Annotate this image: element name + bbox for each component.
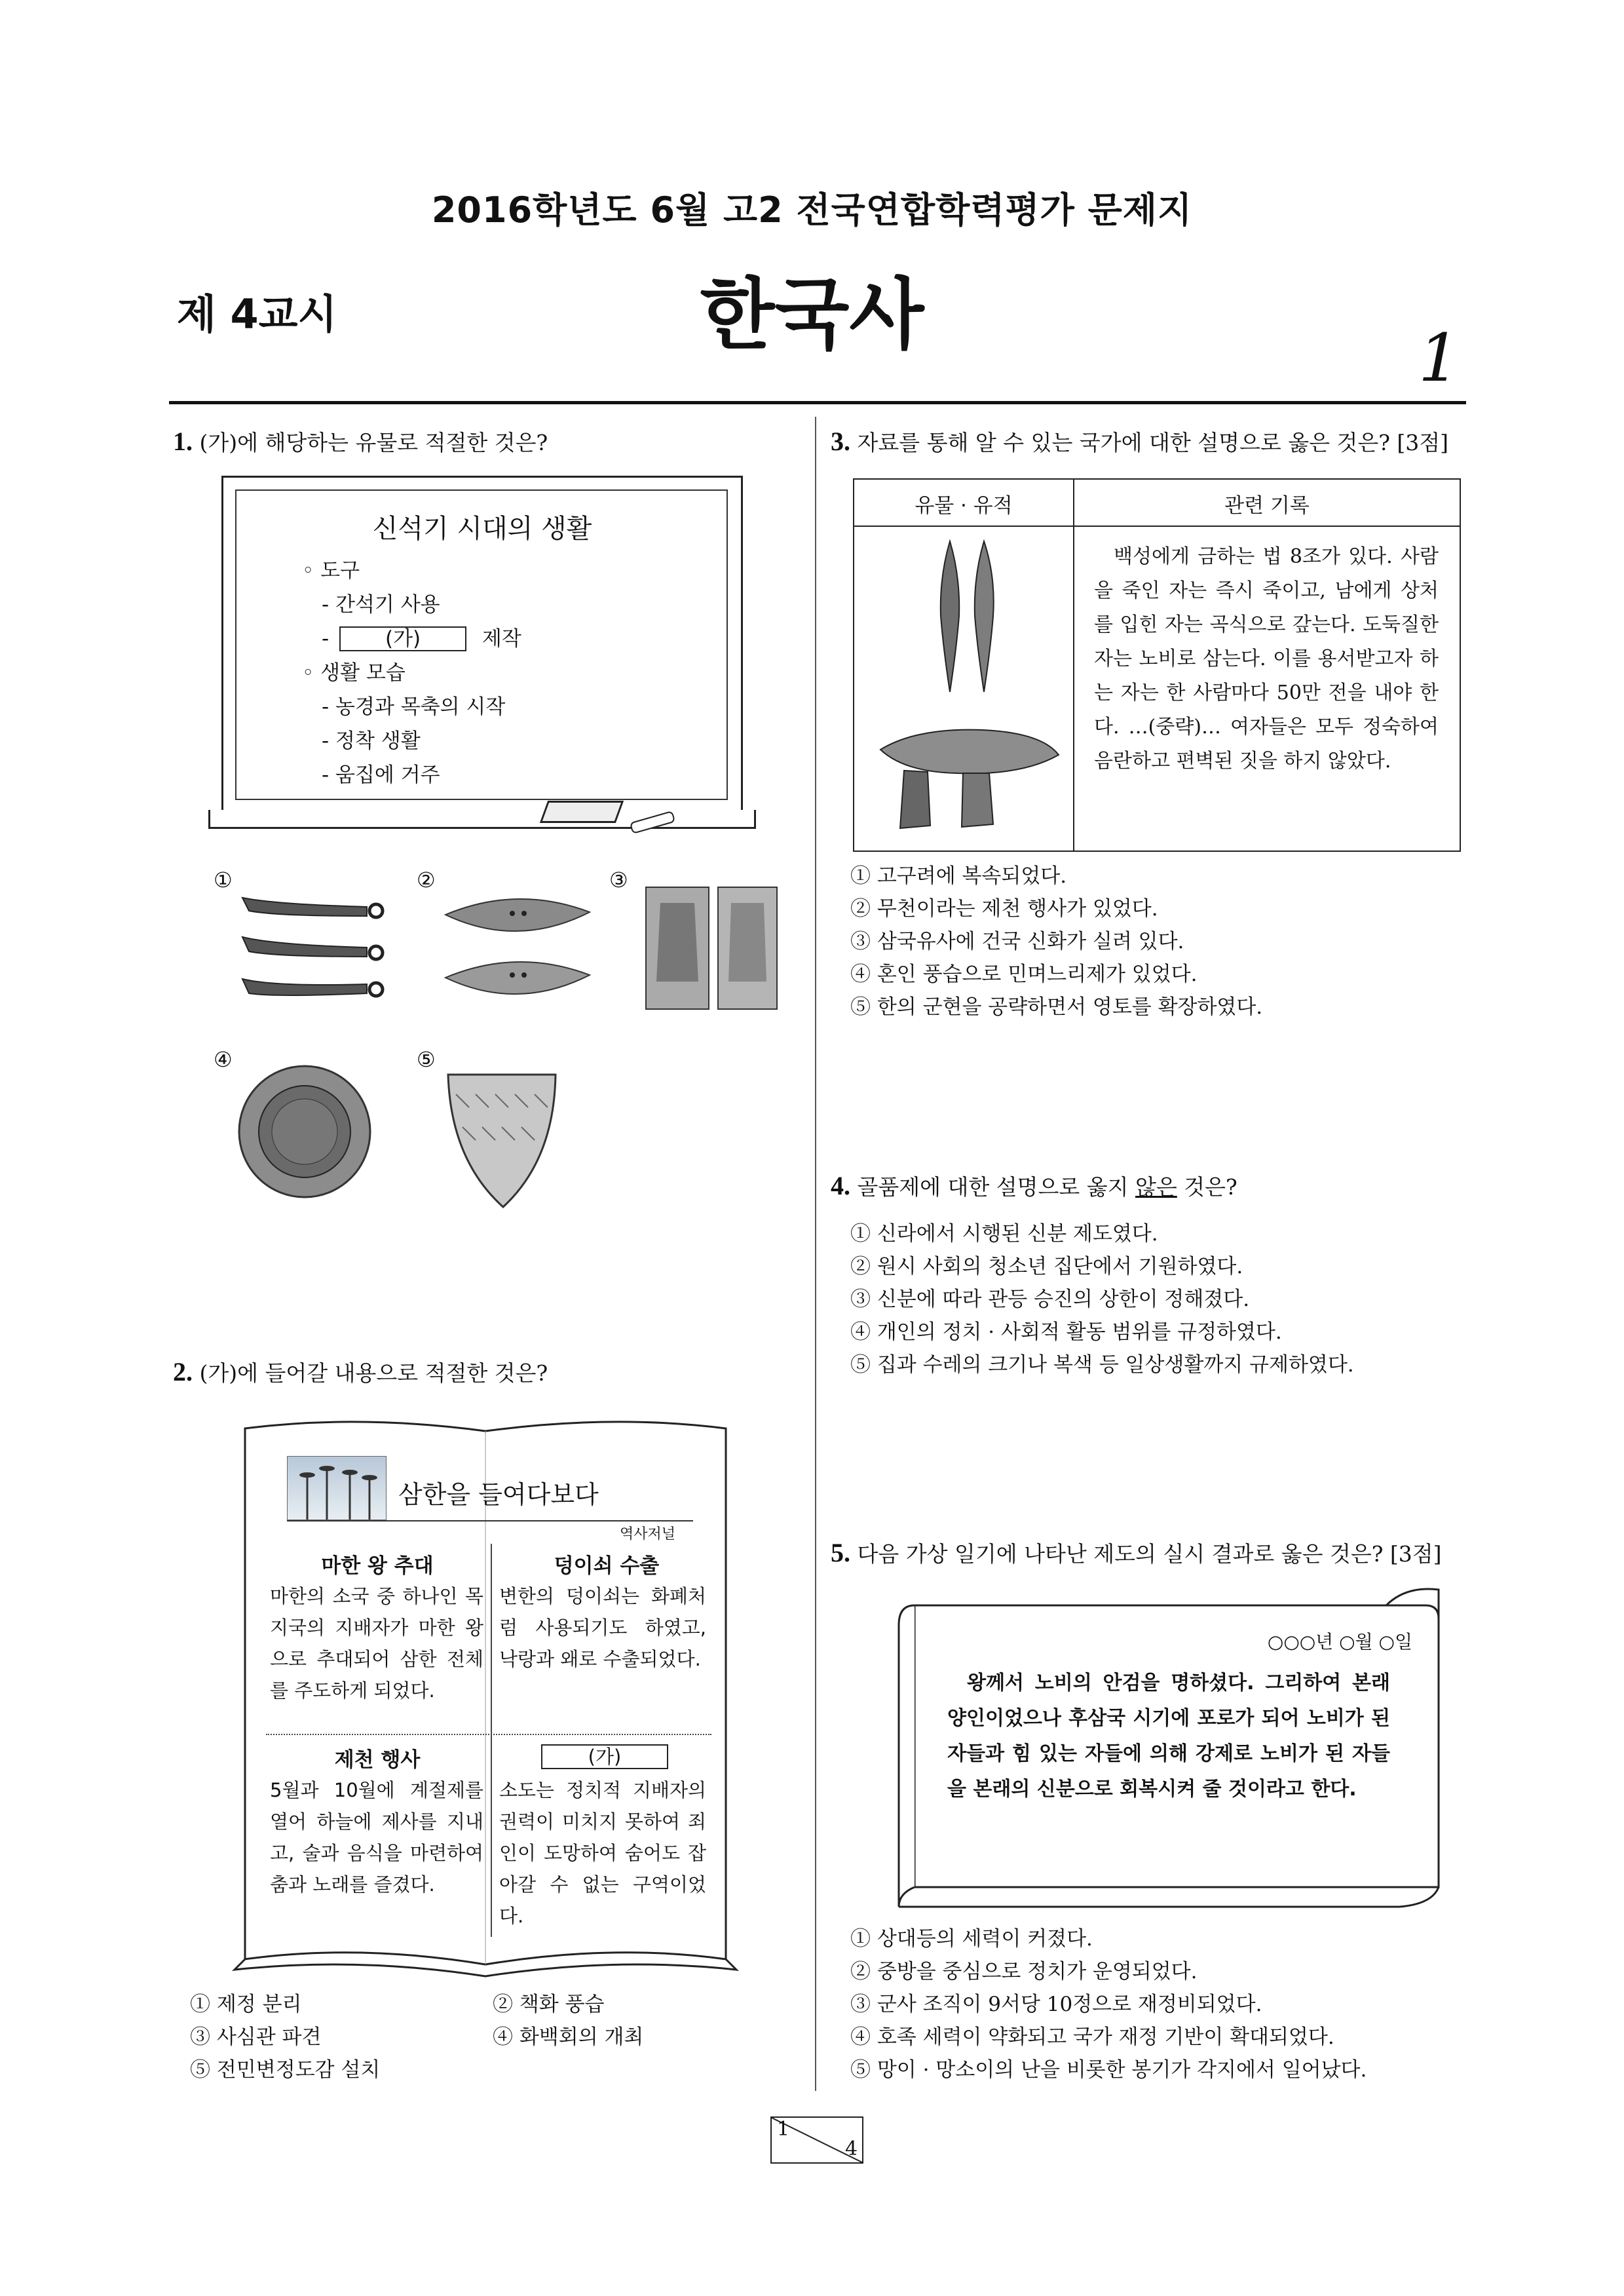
- q1-board-title: 신석기 시대의 생활: [372, 514, 592, 544]
- q5-stem: [831, 1539, 1442, 1569]
- q1-stem: [173, 427, 548, 457]
- eraser-icon: [540, 801, 624, 823]
- period-label: 제 4교시: [177, 290, 337, 338]
- q3-table-col1-header: 유물 · 유적: [915, 494, 1013, 518]
- q2-book-source: 역사저널: [620, 1526, 676, 1542]
- q1-option-5-label[interactable]: ⑤: [417, 1047, 436, 1072]
- q3-table: [853, 478, 1461, 852]
- q1-option-4-label[interactable]: ④: [214, 1047, 233, 1072]
- q1-option-3-label[interactable]: ③: [609, 868, 628, 892]
- q2-cell-c-title: 제천 행사: [334, 1748, 421, 1772]
- q4-number: 4.: [831, 1171, 850, 1200]
- q3-table-record: 백성에게 금하는 법 8조가 있다. 사람을 죽인 자는 즉시 죽이고, 남에게 상처를 입힌 자는 곡식으로 갚는다. 도둑질한 자는 노비로 삼는다. 이를 용서받고자 하는 자는 한 사람마다 50만 전을 내야 한다. …(중략)… 여자들은 모두 정숙하여 음란하고 편벽된 짓을 하지 않았다.: [1094, 545, 1439, 773]
- exam-title: 2016학년도 6월 고2 전국연합학력평가 문제지: [431, 189, 1193, 231]
- q5-option-5[interactable]: ⑤ 망이 · 망소이의 난을 비롯한 봉기가 각지에서 일어났다.: [850, 2058, 1367, 2082]
- q2-cell-d-text: 소도는 정치적 지배자의 권력이 미치지 못하여 죄인이 도망하여 숨어도 잡아갈 수 없는 구역이었다.: [499, 1779, 706, 1927]
- page-indicator-current: 1: [777, 2118, 790, 2141]
- subject-title: 한국사: [700, 269, 924, 360]
- q1-board-line3-suffix: 제작: [482, 627, 521, 651]
- q3-option-3[interactable]: ③ 삼국유사에 건국 신화가 실려 있다.: [850, 930, 1184, 953]
- q3-option-1[interactable]: ① 고구려에 복속되었다.: [850, 864, 1067, 888]
- bronze-dagger-icon: [924, 537, 1009, 695]
- q5-number: 5.: [831, 1538, 850, 1567]
- q4-option-3[interactable]: ③ 신분에 따라 관등 승진의 상한이 정해졌다.: [850, 1288, 1250, 1311]
- q3-number: 3.: [831, 427, 850, 456]
- q2-cell-a-text: 마한의 소국 중 하나인 목지국의 지배자가 마한 왕으로 추대되어 삼한 전체를 주도하게 되었다.: [270, 1585, 483, 1702]
- knife-money-icon[interactable]: [236, 885, 393, 1016]
- page-number: 1: [1418, 320, 1460, 396]
- q3-table-header-rule: [854, 526, 1460, 527]
- q2-option-1[interactable]: ① 제정 분리: [190, 1993, 302, 2016]
- q1-board-line6: - 정착 생활: [322, 729, 421, 753]
- page-indicator: [770, 2116, 863, 2164]
- q3-stem: [831, 427, 1448, 457]
- q1-board-line1: ◦ 도구: [302, 559, 360, 583]
- q1-board-line4: ◦ 생활 모습: [302, 661, 406, 685]
- bronze-mold-icon[interactable]: [641, 883, 785, 1014]
- q1-board-line2: - 간석기 사용: [322, 593, 440, 617]
- q1-board-line3: [322, 622, 521, 651]
- q5-option-4[interactable]: ④ 호족 세력이 약화되고 국가 재정 기반이 확대되었다.: [850, 2025, 1334, 2049]
- q1-board-line3-prefix: -: [322, 627, 330, 651]
- q4-option-5[interactable]: ⑤ 집과 수레의 크기나 복색 등 일상생활까지 규제하였다.: [850, 1353, 1354, 1377]
- bronze-mirror-icon[interactable]: [236, 1063, 373, 1200]
- q2-title-rule: [287, 1520, 693, 1521]
- q2-option-4[interactable]: ④ 화백회의 개최: [493, 2025, 644, 2049]
- q2-option-2[interactable]: ② 책화 풍습: [493, 1993, 605, 2016]
- q4-option-4[interactable]: ④ 개인의 정치 · 사회적 활동 범위를 규정하였다.: [850, 1320, 1282, 1344]
- q3-option-4[interactable]: ④ 혼인 풍습으로 민며느리제가 있었다.: [850, 963, 1198, 986]
- q2-cell-b-title: 덩이쇠 수출: [554, 1554, 660, 1578]
- q2-option-5[interactable]: ⑤ 전민변정도감 설치: [190, 2058, 381, 2082]
- q5-option-1[interactable]: ① 상대등의 세력이 커졌다.: [850, 1927, 1093, 1951]
- q1-board-line7: - 움집에 거주: [322, 763, 440, 787]
- q3-stem-text: 자료를 통해 알 수 있는 국가에 대한 설명으로 옳은 것은? [3점]: [857, 430, 1449, 455]
- q1-blackboard: [221, 476, 743, 814]
- q2-option-3[interactable]: ③ 사심관 파견: [190, 2025, 322, 2049]
- q4-option-1[interactable]: ① 신라에서 시행된 신분 제도였다.: [850, 1222, 1158, 1246]
- page-indicator-total: 4: [845, 2137, 858, 2160]
- dolmen-icon: [878, 721, 1061, 832]
- q1-board-blank-box: (가): [339, 626, 466, 651]
- q2-horizontal-divider: [266, 1734, 711, 1735]
- q4-stem-post: 것은?: [1177, 1174, 1237, 1200]
- q2-book: [227, 1409, 744, 1985]
- q2-book-title: 삼한을 들여다보다: [398, 1480, 599, 1509]
- q3-table-col-divider: [1073, 480, 1074, 851]
- q4-stem-pre: 골품제에 대한 설명으로 옳지: [857, 1174, 1135, 1200]
- q5-option-3[interactable]: ③ 군사 조직이 9서당 10정으로 재정비되었다.: [850, 1993, 1262, 2016]
- q5-option-2[interactable]: ② 중방을 중심으로 정치가 운영되었다.: [850, 1960, 1198, 1983]
- q4-stem: [831, 1172, 1237, 1202]
- q2-cell-d-box: (가): [541, 1744, 668, 1769]
- q5-diary-date: ○○○년 ○월 ○일: [1267, 1631, 1412, 1653]
- q4-stem-underline: 않은: [1135, 1174, 1177, 1200]
- q4-option-2[interactable]: ② 원시 사회의 청소년 집단에서 기원하였다.: [850, 1255, 1243, 1278]
- q5-diary-text: 왕께서 노비의 안검을 명하셨다. 그리하여 본래 양인이었으나 후삼국 시기에 포로가 되어 노비가 된 자들과 힘 있는 자들에 의해 강제로 노비가 된 자들을 본래의 신분으로 회복시켜 줄 것이라고 한다.: [947, 1672, 1390, 1801]
- q2-stem-text: (가)에 들어갈 내용으로 적절한 것은?: [199, 1360, 548, 1386]
- q1-board-line5: - 농경과 목축의 시작: [322, 695, 506, 719]
- q3-table-col2-header: 관련 기록: [1224, 494, 1310, 518]
- q1-option-1-label[interactable]: ①: [214, 868, 233, 892]
- column-divider: [815, 417, 816, 2091]
- q3-option-5[interactable]: ⑤ 한의 군현을 공략하면서 영토를 확장하였다.: [850, 995, 1263, 1019]
- q2-stem: [173, 1358, 548, 1388]
- q2-cell-c-text: 5월과 10월에 계절제를 열어 하늘에 제사를 지내고, 술과 음식을 마련하여 춤과 노래를 즐겼다.: [270, 1779, 483, 1896]
- q2-cell-b-text: 변한의 덩이쇠는 화폐처럼 사용되기도 하였고, 낙랑과 왜로 수출되었다.: [499, 1585, 706, 1670]
- q5-diary: [888, 1579, 1452, 1920]
- q3-option-2[interactable]: ② 무천이라는 제천 행사가 있었다.: [850, 897, 1158, 921]
- q1-number: 1.: [173, 427, 193, 456]
- q2-cell-a-title: 마한 왕 추대: [321, 1554, 434, 1578]
- header-rule: [169, 401, 1466, 404]
- q2-vertical-divider: [491, 1544, 492, 1937]
- semilunar-stone-knife-icon[interactable]: [439, 889, 596, 1006]
- q5-stem-text: 다음 가상 일기에 나타난 제도의 실시 결과로 옳은 것은? [3점]: [857, 1541, 1442, 1567]
- q1-option-2-label[interactable]: ②: [417, 868, 436, 892]
- q2-number: 2.: [173, 1357, 193, 1387]
- q1-stem-text: (가)에 해당하는 유물로 적절한 것은?: [199, 430, 548, 455]
- samhan-photo: [287, 1456, 387, 1520]
- comb-pattern-pottery-icon[interactable]: [443, 1068, 561, 1212]
